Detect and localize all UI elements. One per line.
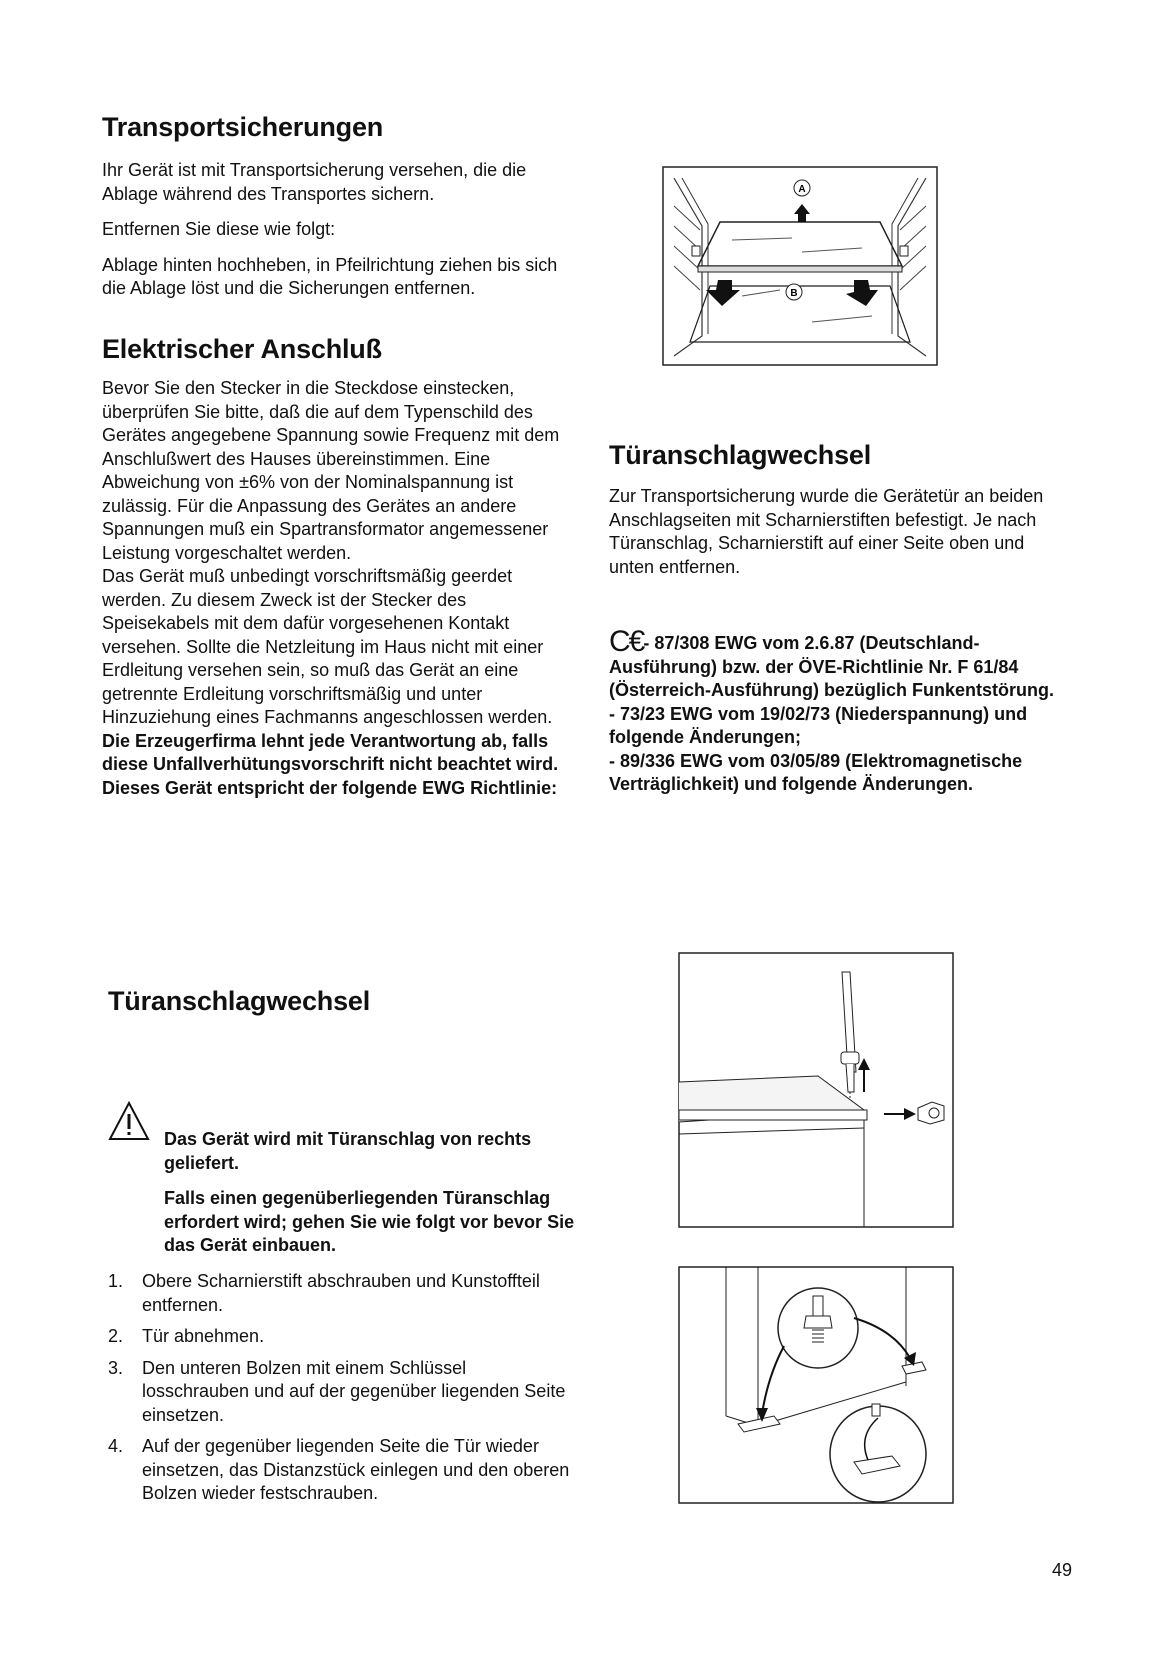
section-elektrischer-anschluss — [102, 334, 562, 800]
warning-text: Das Gerät wird mit Türanschlag von rechts geliefert. — [164, 1129, 532, 1173]
ce-line-1: - 87/308 EWG vom 2.6.87 (Deutschland-Ausführung) bzw. der ÖVE-Richtlinie Nr. F 61/84 (Österreich-Ausführung) bezüglich Funkentstörung. — [609, 633, 1054, 700]
list-item: 2. Tür abnehmen. — [108, 1326, 265, 1346]
section-title: Türanschlagwechsel — [609, 440, 871, 470]
figure-label-a: A — [798, 184, 806, 195]
paragraph: Entfernen Sie diese wie folgt: — [102, 219, 336, 239]
warning-box — [108, 1100, 578, 1258]
paragraph: Bevor Sie den Stecker in die Steckdose einstecken, überprüfen Sie bitte, daß die auf dem Typenschild des Gerätes angegebene Spannung sowie Frequenz mit dem Anschlußwert des Hauses übereinstimmen. Eine Abweichung von ±6% von der Nominalspannung ist zulässig. Für die Anpassung des Gerätes an andere Spannungen muß ein Spartransformator angemessener Leistung vorgeschaltet werden. — [102, 378, 560, 563]
page-number: 49 — [1051, 1560, 1072, 1580]
list-item: 1. Obere Scharnierstift abschrauben und Kunstoffteil entfernen. — [108, 1271, 540, 1315]
figure-shelf-removal — [662, 166, 938, 366]
paragraph-bold: Die Erzeugerfirma lehnt jede Verantwortung ab, falls diese Unfallverhütungsvorschrift nicht beachtet wird. — [102, 730, 559, 774]
paragraph: Ihr Gerät ist mit Transportsicherung versehen, die die Ablage während des Transportes sichern. — [102, 160, 527, 204]
paragraph-bold: Dieses Gerät entspricht der folgende EWG Richtlinie: — [102, 777, 558, 798]
steps-list — [108, 1270, 578, 1514]
section-title: Elektrischer Anschluß — [102, 334, 382, 364]
paragraph-bold — [609, 625, 1069, 703]
list-item: 3. Den unteren Bolzen mit einem Schlüssel losschrauben und auf der gegenüber liegenden Seite einsetzen. — [108, 1357, 566, 1425]
warning-icon — [108, 1100, 150, 1142]
section-tueranschlagwechsel-left — [108, 986, 578, 1017]
list-item: 4. Auf der gegenüber liegenden Seite die Tür wieder einsetzen, das Distanzstück einlegen und den oberen Bolzen wieder festschrauben. — [108, 1436, 570, 1503]
figure-label-b: B — [790, 288, 798, 299]
ce-mark-icon: C€ — [609, 625, 644, 658]
section-transportsicherungen — [102, 112, 562, 301]
section-tueranschlagwechsel-right — [609, 440, 1069, 579]
figure-bottom-hinge-bolt — [678, 1266, 954, 1504]
ce-line-2: - 73/23 EWG vom 19/02/73 (Niederspannung) und folgende Änderungen; — [609, 703, 1028, 747]
paragraph: Zur Transportsicherung wurde die Gerätetür an beiden Anschlagseiten mit Scharnierstiften befestigt. Je nach Türanschlag, Scharnierstift auf einer Seite oben und unten entfernen. — [609, 486, 1044, 577]
ce-line-3: - 89/336 EWG vom 03/05/89 (Elektromagnetische Verträglichkeit) und folgende Änderungen. — [609, 750, 1023, 794]
warning-text: Falls einen gegenüberliegenden Türanschlag erfordert wird; gehen Sie wie folgt vor bevor Sie das Gerät einbauen. — [164, 1188, 575, 1255]
section-ce-directives — [609, 625, 1069, 797]
section-title: Transportsicherungen — [102, 112, 384, 142]
figure-top-hinge-removal — [678, 952, 954, 1228]
section-title: Türanschlagwechsel — [108, 986, 370, 1016]
paragraph: Das Gerät muß unbedingt vorschriftsmäßig geerdet werden. Zu diesem Zweck ist der Stecker des Speisekabels mit dem dafür vorgesehenen Kontakt versehen. Sollte die Netzleitung im Haus nicht mit einer Erdleitung versehen sein, so muß das Gerät an eine getrennte Erdleitung vorschriftsmäßig und unter Hinzuziehung eines Fachmanns angeschlossen werden. — [102, 566, 553, 727]
paragraph: Ablage hinten hochheben, in Pfeilrichtung ziehen bis sich die Ablage löst und die Sicherungen entfernen. — [102, 254, 558, 298]
